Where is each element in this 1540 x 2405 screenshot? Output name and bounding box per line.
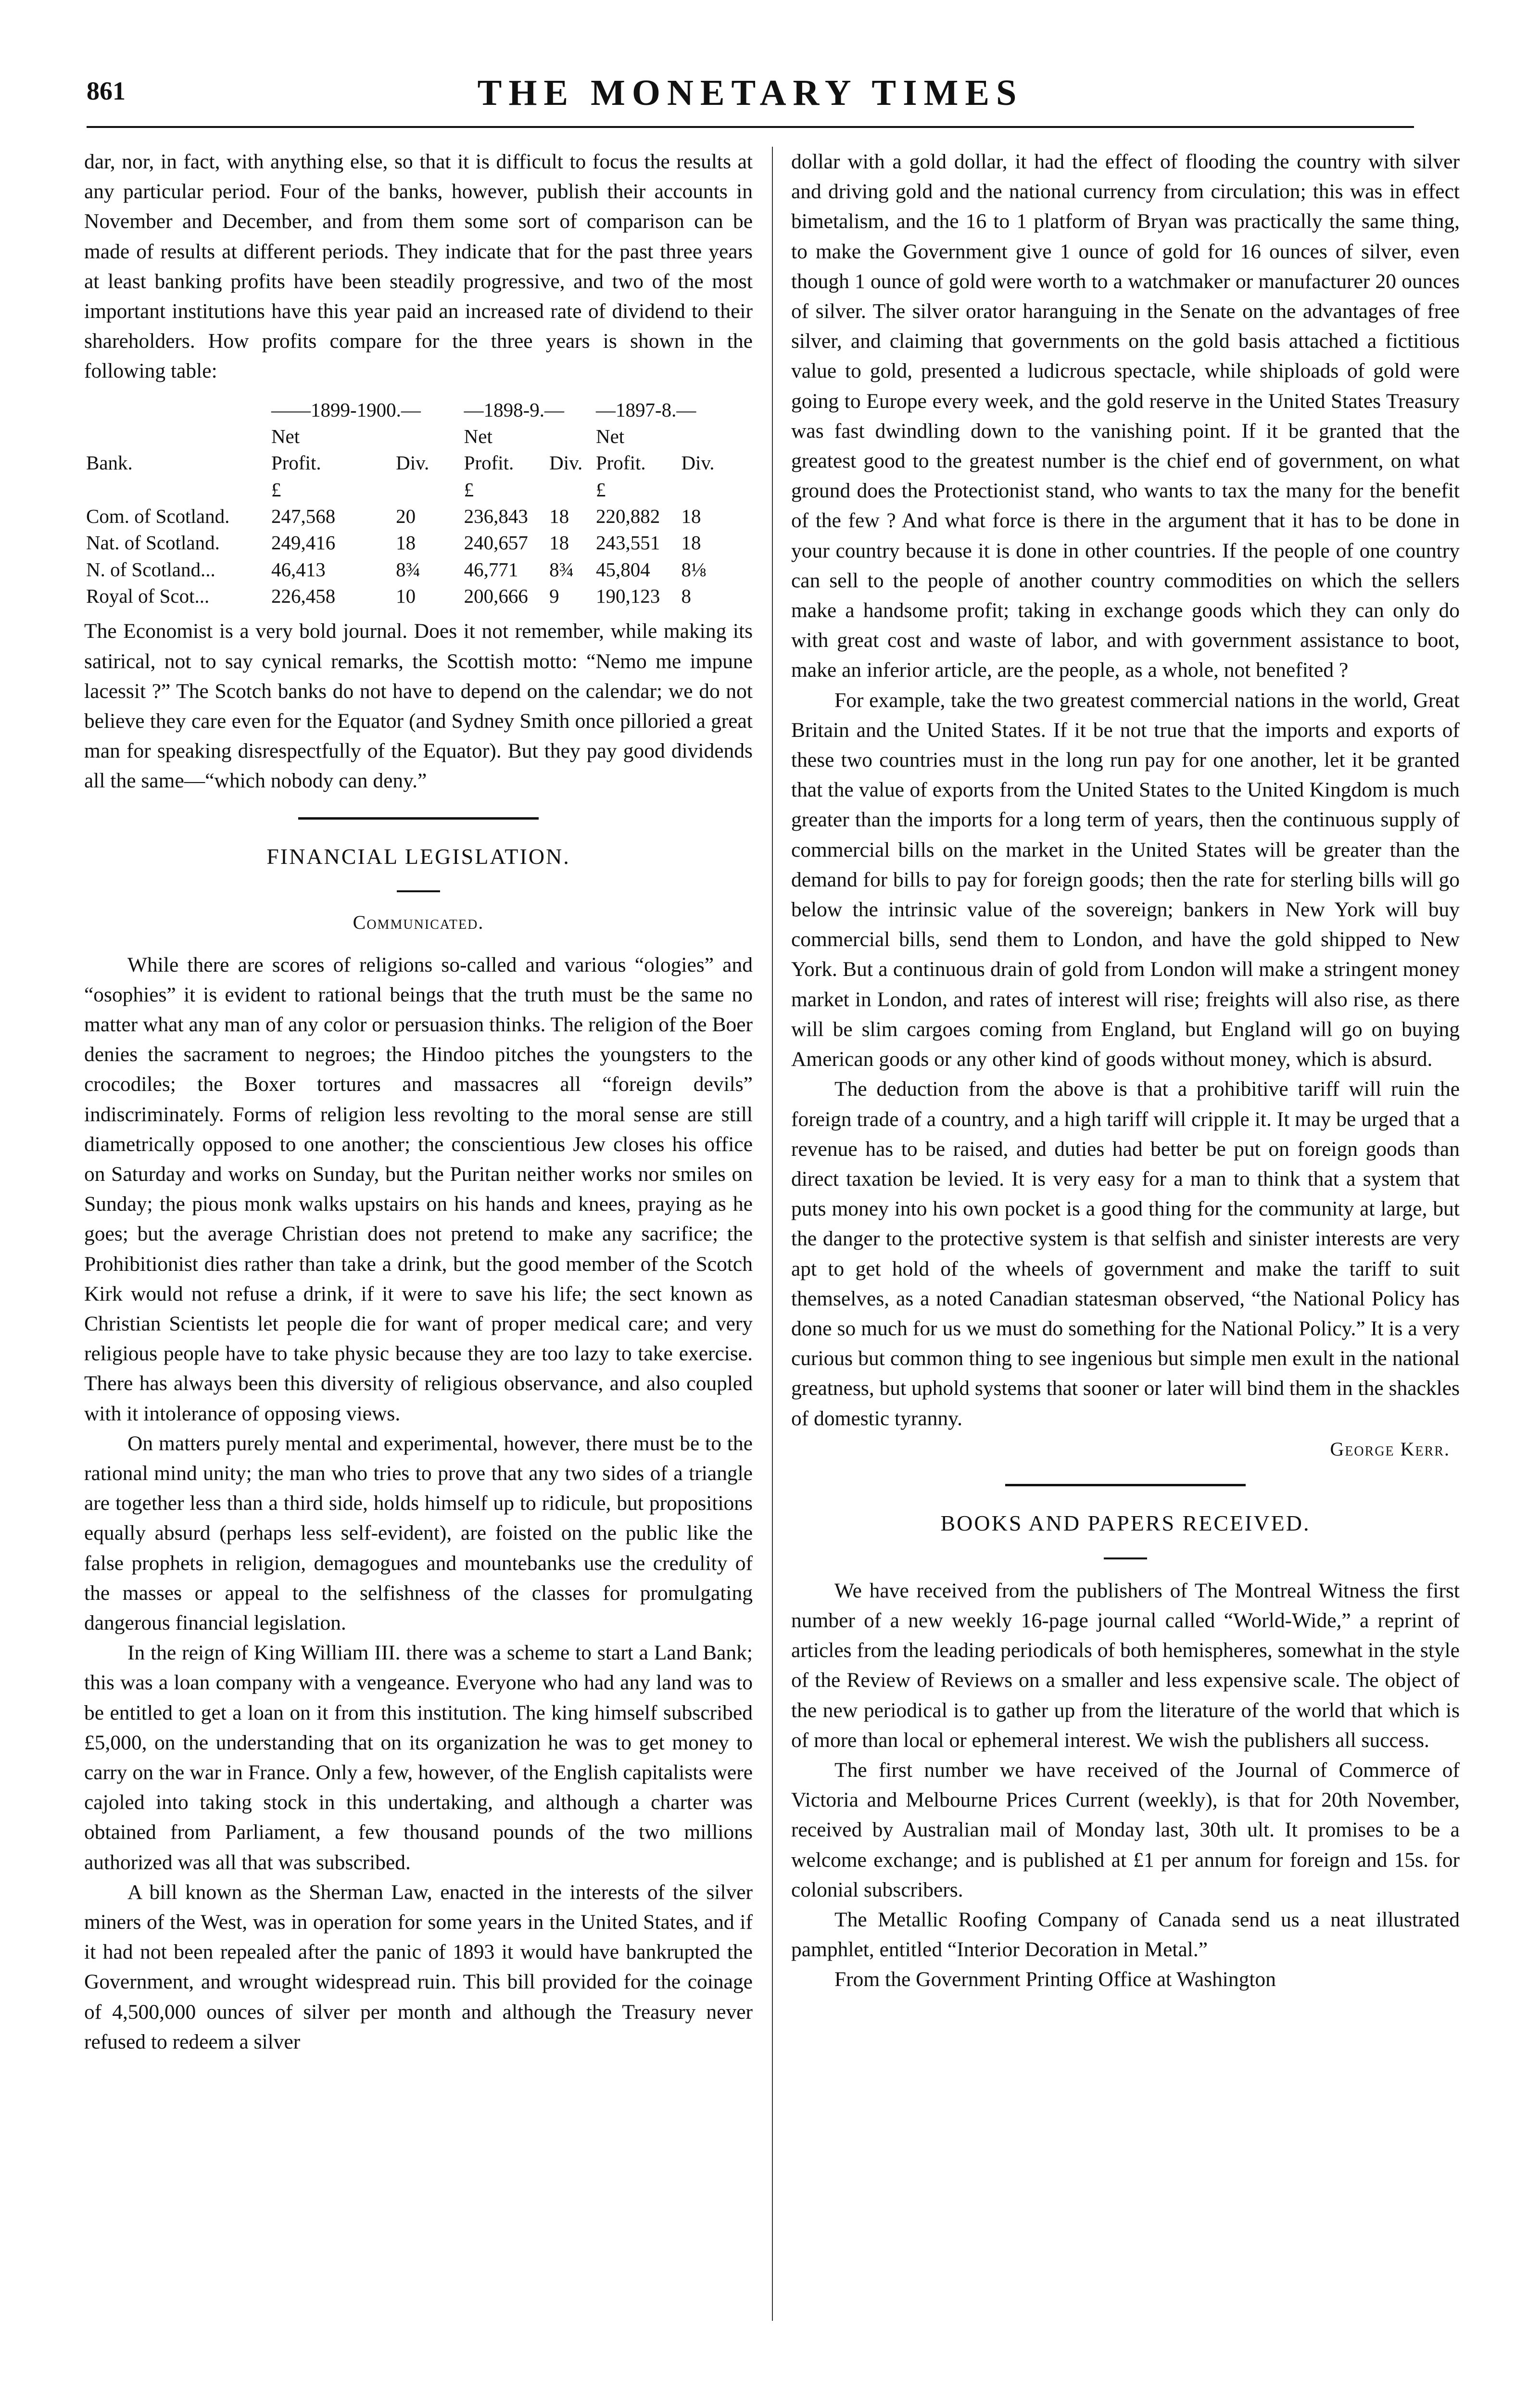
profit-cell: 226,458 xyxy=(271,585,336,608)
right-column xyxy=(791,147,1460,1995)
notice-paragraph: We have received from the publishers of The Montreal Witness the first number of a new weekly 16-page journal called “World-Wide,” a reprint of articles from the leading periodicals of both hemispheres, somewhat in the style of the Review of Reviews on a smaller and less expensive scale. The object of the new periodical is to gather up from the literature of the world that which is of more than local or ephemeral interest. We wish the publishers all success. xyxy=(791,1579,1460,1752)
bank-name: Royal of Scot... xyxy=(86,585,210,608)
author-signature: George Kerr. xyxy=(1330,1438,1450,1460)
table-row xyxy=(84,583,726,609)
profit-cell: 220,882 xyxy=(595,505,660,527)
div-cell: 9 xyxy=(549,585,559,608)
bank-name: N. of Scotland... xyxy=(86,558,215,581)
div-cell: 10 xyxy=(396,585,416,608)
div-cell: 18 xyxy=(681,505,701,527)
net-label: Net xyxy=(271,425,300,447)
profit-cell: 247,568 xyxy=(271,505,336,527)
profit-cell: 200,666 xyxy=(464,585,528,608)
left-column xyxy=(84,147,753,2057)
profit-cell: 243,551 xyxy=(595,532,660,554)
div-cell: 18 xyxy=(549,532,569,554)
column-divider xyxy=(772,147,773,2321)
page-number: 861 xyxy=(87,76,126,105)
article-paragraph: A bill known as the Sherman Law, enacted in the interests of the silver miners of the West, was in operation for some years in the United States, and if it had not been repealed after the panic of 1893 it would have bankrupted the Government, and wrought widespread ruin. This bill provided for the coinage of 4,500,000 ounces of silver per month and although the Treasury never refused to redeem a silver xyxy=(84,1880,753,2053)
net-label: Net xyxy=(464,425,492,447)
article-paragraph: For example, take the two greatest commercial nations in the world, Great Britain and the United States. If it be not true that the imports and exports of these two countries must in the long run pay for one another, let it be granted that the value of exports from the United States to the United Kingdom is much greater than the imports for a long term of years, then the continuous supply of commercial bills on the market in the United States will be greater than the demand for bills to pay for foreign goods; then the rate for sterling bills will go below the intrinsic value of the sovereign; bankers in New York will buy commercial bills, send them to London, and have the gold shipped to New York. But a continuous drain of gold from London will make a stringent money market in London, and rates of interest will rise; freights will also rise, as there will be slim cargoes coming from England, but England will go on buying American goods or any other kind of goods without money, which is absurd. xyxy=(791,688,1460,1071)
books-papers-heading: BOOKS AND PAPERS RECEIVED. xyxy=(940,1510,1311,1535)
currency-symbol: £ xyxy=(271,478,281,501)
bank-name: Com. of Scotland. xyxy=(86,505,230,527)
economist-paragraph: The Economist is a very bold journal. Does it not remember, while making its satirical, not to say cynical remarks, the Scottish motto: “Nemo me impune lacessit ?” The Scotch banks do not have to depend on the calendar; we do not believe they care even for the Equator (and Sydney Smith once pilloried a great man for speaking disrespectfully of the Equator). But they pay good dividends all the same—“which nobody can deny.” xyxy=(84,620,753,793)
profit-column-header: Profit. xyxy=(464,452,514,474)
period-header: ——1899-1900.— xyxy=(271,398,421,421)
section-rule xyxy=(1005,1484,1246,1486)
div-cell: 8¾ xyxy=(396,558,421,581)
article-paragraph: The deduction from the above is that a prohibitive tariff will ruin the foreign trade of a country, and a high tariff will cripple it. It may be urged that a revenue has to be raised, and duties had better be put on foreign goods than direct taxation be levied. It is very easy for a man to think that a system that puts money into his own pocket is a good thing for the community at large, but the danger to the protective system is that selfish and sinister interests are very apt to get hold of the wheels of government and make the tariff to suit themselves, as a noted Canadian statesman observed, “the National Policy has done so much for us we must do something for the National Policy.” It is a very curious but common thing to see ingenious but simple men exult in the national greatness, but uphold systems that sooner or later will bind them in the shackles of domestic tyranny. xyxy=(791,1077,1460,1430)
table-period-row xyxy=(84,397,726,423)
profit-cell: 249,416 xyxy=(271,532,336,554)
bank-column-header: Bank. xyxy=(86,452,133,474)
table-row xyxy=(84,530,726,556)
communicated-subtitle: Communicated. xyxy=(353,911,484,934)
article-paragraph: dollar with a gold dollar, it had the effect of flooding the country with silver and driving gold and the national currency from circulation; this was in effect bimetalism, and the 16 to 1 platform of Bryan was practically the same thing, to make the Government give 1 ounce of gold for 16 ounces of silver, even though 1 ounce of gold were worth to a watchmaker or manufacturer 20 ounces of silver. The silver orator haranguing in the Senate on the advantages of free silver, and claiming that governments on the gold basis attached a fictitious value to gold, presented a ludicrous spectacle, while shiploads of gold were going to Europe every week, and the gold reserve in the United States Treasury was fast dwindling down to the vanishing point. If it be granted that the greatest good to the greatest number is the chief end of government, on what ground does the Protectionist stand, who wants to tax the many for the benefit of the few ? And what force is there in the argument that it has to be done in your country because it is done in other countries. If the people of one country can sell to the people of another country commodities on which the sellers make a handsome profit; taking in exchange goods which they can only do with great cost and waste of labor, and with government assistance to boot, make an inferior article, are the people, as a whole, not benefited ? xyxy=(791,150,1460,682)
bank-profits-table xyxy=(84,397,726,610)
profit-cell: 46,771 xyxy=(464,558,518,581)
profit-cell: 190,123 xyxy=(595,585,660,608)
div-column-header: Div. xyxy=(396,452,429,474)
heading-short-rule xyxy=(397,890,440,892)
notice-paragraph: The first number we have received of the Journal of Commerce of Victoria and Melbourne Prices Current (weekly), is that for 20th November, received by Australian mail of Monday last, 30th ult. It promises to be a welcome exchange; and is published at £1 per annum for foreign and 15s. for colonial subscribers. xyxy=(791,1758,1460,1901)
profit-cell: 45,804 xyxy=(595,558,650,581)
div-cell: 18 xyxy=(549,505,569,527)
div-cell: 8 xyxy=(681,585,691,608)
div-cell: 20 xyxy=(396,505,416,527)
notice-paragraph: The Metallic Roofing Company of Canada send us a neat illustrated pamphlet, entitled “Interior Decoration in Metal.” xyxy=(791,1908,1460,1962)
heading-short-rule xyxy=(1104,1557,1147,1559)
div-column-header: Div. xyxy=(681,452,715,474)
div-column-header: Div. xyxy=(549,452,583,474)
header-rule xyxy=(87,126,1414,128)
div-cell: 18 xyxy=(396,532,416,554)
article-paragraph: On matters purely mental and experimental, however, there must be to the rational mind unity; the man who tries to prove that any two sides of a triangle are together less than a third side, holds himself up to ridicule, but propositions equally absurd (perhaps less self-evident), are foisted on the public like the false prophets in religion, demagogues and mountebanks use the credulity of the masses or appeal to the selfishness of the classes for promulgating dangerous financial legislation. xyxy=(84,1431,753,1635)
div-cell: 18 xyxy=(681,532,701,554)
notice-paragraph: From the Government Printing Office at Washington xyxy=(834,1968,1276,1991)
profit-column-header: Profit. xyxy=(595,452,646,474)
profit-column-header: Profit. xyxy=(271,452,321,474)
table-row xyxy=(84,557,726,583)
financial-legislation-heading: FINANCIAL LEGISLATION. xyxy=(266,844,570,869)
profit-cell: 46,413 xyxy=(271,558,326,581)
journal-title: THE MONETARY TIMES xyxy=(477,73,1023,113)
period-header: —1897-8.— xyxy=(595,398,696,421)
profit-cell: 240,657 xyxy=(464,532,528,554)
article-paragraph: In the reign of King William III. there was a scheme to start a Land Bank; this was a loan company with a vengeance. Everyone who had any land was to be entitled to get a loan on it from this institution. The king himself subscribed £5,000, on the understanding that on its organization he was to get money to carry on the war in France. Only a few, however, of the English capitalists were cajoled into taking stock in this undertaking, and although a charter was obtained from Parliament, a few thousand pounds of the two millions authorized was all that was subscribed. xyxy=(84,1641,753,1874)
table-net-row xyxy=(84,423,726,450)
table-row xyxy=(84,503,726,530)
currency-symbol: £ xyxy=(464,478,474,501)
article-paragraph: While there are scores of religions so-called and various “ologies” and “osophies” it is evident to rational beings that the truth must be the same no matter what any man of any color or persuasion thinks. The religion of the Boer denies the sacrament to negroes; the Hindoo pitches the youngsters to the crocodiles; the Boxer tortures and massacres all “foreign devils” indiscriminately. Forms of religion less revolting to the moral sense are still diametrically opposed to one another; the conscientious Jew closes his office on Saturday and works on Sunday, but the Puritan neither works nor smiles on Sunday; the pious monk walks upstairs on his hands and knees, praying as he goes; but the average Christian does not pretend to make any sacrifice; the Prohibitionist dies rather than take a drink, but the good member of the Scotch Kirk would not refuse a drink, if it were to save his life; the sect known as Christian Scientists let people die for want of proper medical care; and very religious people have to take physic because they are too lazy to take exercise. There has always been this diversity of religious observance, and also coupled with it intolerance of opposing views. xyxy=(84,953,753,1425)
bank-name: Nat. of Scotland. xyxy=(86,532,220,554)
table-header-row xyxy=(84,450,726,476)
table-currency-row xyxy=(84,477,726,503)
net-label: Net xyxy=(595,425,625,447)
currency-symbol: £ xyxy=(595,478,606,501)
div-cell: 8⅛ xyxy=(681,558,706,581)
div-cell: 8¾ xyxy=(549,558,574,581)
profit-cell: 236,843 xyxy=(464,505,528,527)
period-header: —1898-9.— xyxy=(464,398,565,421)
intro-paragraph: dar, nor, in fact, with anything else, so that it is difficult to focus the results at any particular period. Four of the banks, however, publish their accounts in November and December, and from them some sort of comparison can be made of results at different periods. They indicate that for the past three years at least banking profits have been steadily progressive, and two of the most important institutions have this year paid an increased rate of dividend to their shareholders. How profits compare for the three years is shown in the following table: xyxy=(84,150,753,383)
page-header xyxy=(87,72,1414,125)
section-rule xyxy=(298,817,539,820)
